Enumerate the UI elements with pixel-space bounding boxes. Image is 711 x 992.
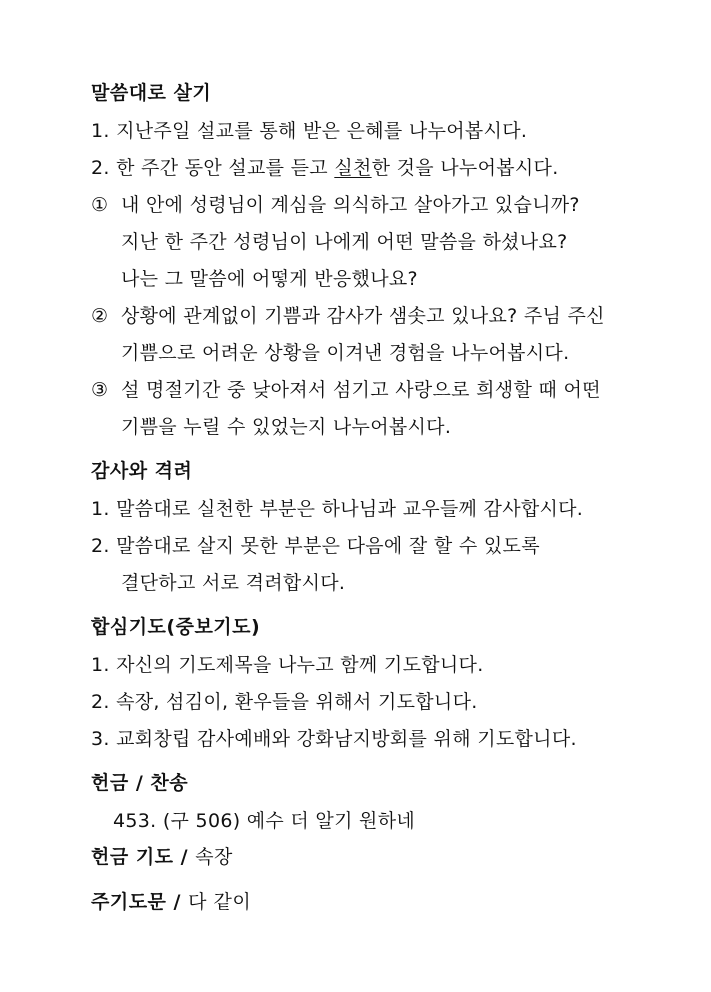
item-2-marker: ②	[91, 305, 109, 327]
section-heading-thanks-encouragement: 감사와 격려	[91, 460, 193, 482]
thanks-line-3: 결단하고 서로 격려합시다.	[121, 572, 346, 594]
question-2-prefix: 2. 한 주간 동안 설교를 듣고	[91, 157, 335, 179]
item-1-marker: ①	[91, 194, 109, 216]
lords-prayer-value: 다 같이	[188, 891, 252, 913]
item-2-text: 상황에 관계없이 기쁨과 감사가 샘솟고 있나요? 주님 주신	[121, 305, 605, 327]
section-heading-living-by-word: 말씀대로 살기	[91, 82, 212, 104]
prayer-line-1: 1. 자신의 기도제목을 나누고 함께 기도합니다.	[91, 654, 484, 676]
question-2-suffix: 한 것을 나누어봅시다.	[371, 157, 559, 179]
section-heading-offering-hymn: 헌금 / 찬송	[91, 772, 189, 794]
item-2-line-1	[91, 301, 605, 328]
offering-prayer-line	[91, 842, 233, 869]
item-3-line-1	[91, 375, 601, 402]
prayer-line-2: 2. 속장, 섬김이, 환우들을 위해서 기도합니다.	[91, 691, 478, 713]
item-1-line-1	[91, 190, 580, 217]
item-1-text: 내 안에 성령님이 계심을 의식하고 살아가고 있습니까?	[121, 194, 580, 216]
question-2	[91, 153, 559, 180]
lords-prayer-label: 주기도문 /	[91, 891, 189, 913]
lords-prayer-line	[91, 887, 251, 914]
question-2-underlined: 실천	[334, 157, 372, 179]
item-3-line-2: 기쁨을 누릴 수 있었는지 나누어봅시다.	[121, 416, 452, 438]
prayer-line-3: 3. 교회창립 감사예배와 강화남지방회를 위해 기도합니다.	[91, 728, 577, 750]
item-3-text: 설 명절기간 중 낮아져서 섬기고 사랑으로 희생할 때 어떤	[121, 379, 601, 401]
item-3-marker: ③	[91, 379, 109, 401]
section-heading-prayer: 합심기도(중보기도)	[91, 616, 261, 638]
item-2-line-2: 기쁨으로 어려운 상황을 이겨낸 경험을 나누어봅시다.	[121, 342, 570, 364]
hymn-line: 453. (구 506) 예수 더 알기 원하네	[113, 810, 416, 832]
offering-prayer-label: 헌금 기도 /	[91, 846, 196, 868]
thanks-line-1: 1. 말씀대로 실천한 부분은 하나님과 교우들께 감사합시다.	[91, 498, 584, 520]
thanks-line-2: 2. 말씀대로 살지 못한 부분은 다음에 잘 할 수 있도록	[91, 535, 540, 557]
question-1: 1. 지난주일 설교를 통해 받은 은혜를 나누어봅시다.	[91, 120, 528, 142]
offering-prayer-value: 속장	[195, 846, 233, 868]
item-1-line-2: 지난 한 주간 성령님이 나에게 어떤 말씀을 하셨나요?	[121, 231, 568, 253]
item-1-line-3: 나는 그 말씀에 어떻게 반응했나요?	[121, 268, 418, 290]
